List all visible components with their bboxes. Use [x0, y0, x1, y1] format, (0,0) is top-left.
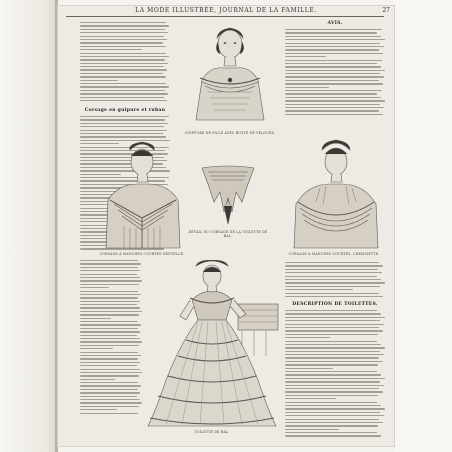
- right-bust-engraving: [290, 138, 382, 250]
- text-line: [285, 46, 384, 47]
- text-line: [285, 361, 383, 362]
- text-line: [285, 279, 381, 280]
- text-line: [80, 66, 164, 67]
- text-line: [285, 276, 377, 277]
- caption-collar: DÉTAIL DU CORSAGE DE LA TOILETTE DE BAL.: [188, 230, 268, 238]
- text-line: [80, 97, 164, 98]
- text-line: [80, 396, 137, 397]
- text-line: [285, 378, 385, 379]
- text-line: [80, 93, 168, 94]
- heading-corsage: Corsage en guipure et ruban: [84, 108, 166, 113]
- caption-right-bust: CORSAGE À MANCHES COURTES, CHEMISETTE.: [288, 252, 380, 256]
- text-line: [285, 93, 377, 94]
- running-title: LA MODE ILLUSTRÉE, JOURNAL DE LA FAMILLE.: [135, 7, 317, 14]
- text-line: [285, 317, 385, 318]
- text-line: [80, 277, 140, 278]
- text-line: [285, 80, 379, 81]
- text-line: [285, 87, 329, 88]
- text-line: [80, 372, 142, 373]
- caption-left-bust: CORSAGE À MANCHES COURTES DENTELLE.: [99, 252, 185, 256]
- text-line: [80, 331, 140, 332]
- text-line: [80, 352, 138, 353]
- text-line: [80, 83, 166, 84]
- text-line: [80, 348, 113, 349]
- text-column-right-bottom: [285, 310, 385, 439]
- text-line: [80, 297, 138, 298]
- text-line: [80, 314, 139, 315]
- text-line: [80, 304, 137, 305]
- text-line: [80, 369, 140, 370]
- text-line: [80, 385, 141, 386]
- caption-coiffure: COIFFURE DE FILLE AVEC BUSTE DE VELOURS.: [184, 131, 276, 135]
- text-line: [80, 116, 169, 117]
- text-line: [80, 53, 166, 54]
- text-line: [285, 381, 380, 382]
- text-line: [285, 97, 381, 98]
- text-line: [285, 90, 382, 91]
- text-line: [80, 263, 141, 264]
- text-line: [285, 354, 384, 355]
- text-line: [285, 337, 330, 338]
- text-line: [80, 29, 165, 30]
- text-line: [80, 345, 139, 346]
- text-line: [80, 32, 168, 33]
- text-line: [285, 36, 381, 37]
- text-line: [285, 76, 384, 77]
- book-spine: [0, 0, 58, 452]
- text-column-left-top: [80, 22, 170, 103]
- text-line: [80, 42, 163, 43]
- text-line: [80, 100, 167, 101]
- page-number: 27: [382, 7, 390, 14]
- ball-gown-engraving: [142, 260, 282, 428]
- text-line: [285, 419, 379, 420]
- text-line: [80, 402, 142, 403]
- text-line: [285, 435, 381, 436]
- portrait-engraving: [180, 20, 280, 130]
- text-line: [285, 351, 380, 352]
- text-line: [285, 107, 384, 108]
- text-line: [285, 395, 378, 396]
- text-line: [80, 36, 164, 37]
- text-line: [285, 385, 384, 386]
- text-line: [80, 80, 118, 81]
- text-line: [80, 375, 139, 376]
- text-line: [80, 123, 168, 124]
- text-line: [285, 293, 379, 294]
- caption-gown: TOILETTE DE BAL.: [194, 430, 230, 434]
- text-line: [80, 39, 167, 40]
- heading-description: DESCRIPTION DE TOILETTES.: [292, 302, 378, 307]
- text-line: [285, 422, 383, 423]
- text-line: [285, 341, 377, 342]
- text-line: [285, 269, 378, 270]
- text-line: [80, 59, 165, 60]
- text-line: [285, 49, 379, 50]
- text-line: [80, 409, 117, 410]
- text-line: [80, 56, 169, 57]
- text-line: [285, 262, 379, 263]
- text-line: [285, 296, 383, 297]
- text-line: [80, 321, 138, 322]
- text-line: [80, 25, 169, 26]
- text-line: [285, 286, 380, 287]
- text-line: [80, 291, 138, 292]
- text-line: [285, 63, 377, 64]
- text-line: [80, 130, 167, 131]
- text-line: [80, 338, 140, 339]
- text-line: [80, 392, 140, 393]
- text-line: [80, 389, 138, 390]
- text-line: [285, 330, 383, 331]
- text-line: [80, 365, 137, 366]
- text-column-right-top: [285, 29, 385, 117]
- text-line: [285, 368, 333, 369]
- text-line: [285, 425, 378, 426]
- text-line: [80, 382, 138, 383]
- text-line: [285, 415, 384, 416]
- text-line: [80, 358, 138, 359]
- text-line: [285, 265, 383, 266]
- text-line: [80, 399, 140, 400]
- text-line: [285, 371, 377, 372]
- text-line: [80, 341, 142, 342]
- text-line: [285, 289, 353, 290]
- text-line: [285, 110, 379, 111]
- text-line: [80, 76, 166, 77]
- text-line: [285, 66, 381, 67]
- text-line: [80, 133, 163, 134]
- text-line: [285, 53, 383, 54]
- text-line: [285, 313, 381, 314]
- text-line: [285, 320, 380, 321]
- text-line: [285, 405, 381, 406]
- text-line: [80, 270, 140, 271]
- text-line: [80, 126, 164, 127]
- text-line: [80, 22, 166, 23]
- left-bust-engraving: [100, 140, 185, 250]
- text-line: [285, 327, 379, 328]
- text-line: [80, 307, 140, 308]
- text-line: [285, 39, 385, 40]
- text-line: [285, 357, 379, 358]
- text-column-left-bottom: [80, 260, 142, 416]
- text-line: [80, 260, 138, 261]
- text-line: [80, 318, 111, 319]
- text-line: [80, 280, 142, 281]
- text-line: [285, 104, 380, 105]
- text-line: [285, 32, 377, 33]
- text-line: [80, 49, 142, 50]
- text-line: [285, 398, 336, 399]
- text-line: [285, 374, 381, 375]
- text-line: [80, 335, 137, 336]
- text-line: [80, 136, 166, 137]
- text-line: [80, 287, 109, 288]
- text-line: [80, 284, 139, 285]
- text-line: [80, 46, 166, 47]
- text-line: [285, 324, 384, 325]
- scan-margin: [394, 0, 452, 452]
- text-line: [285, 347, 385, 348]
- text-line: [80, 301, 140, 302]
- text-line: [285, 272, 382, 273]
- text-line: [285, 344, 381, 345]
- text-line: [285, 282, 385, 283]
- text-line: [80, 406, 139, 407]
- text-line: [285, 310, 377, 311]
- text-line: [80, 69, 167, 70]
- collar-detail-engraving: [198, 162, 258, 228]
- text-line: [80, 90, 165, 91]
- text-line: [80, 324, 141, 325]
- text-line: [80, 73, 163, 74]
- text-line: [285, 29, 382, 30]
- text-line: [285, 408, 385, 409]
- text-line: [285, 391, 383, 392]
- text-line: [285, 73, 380, 74]
- text-line: [80, 413, 138, 414]
- text-line: [80, 274, 137, 275]
- text-line: [285, 334, 378, 335]
- heading-avis: AVIS.: [327, 21, 343, 26]
- text-line: [285, 388, 379, 389]
- text-line: [285, 402, 377, 403]
- text-line: [285, 56, 326, 57]
- text-line: [285, 60, 382, 61]
- text-line: [285, 432, 377, 433]
- text-column-right-mid: [285, 262, 385, 299]
- text-line: [80, 294, 141, 295]
- text-line: [285, 412, 380, 413]
- text-line: [285, 114, 383, 115]
- text-line: [80, 379, 115, 380]
- text-line: [80, 362, 140, 363]
- text-line: [285, 83, 383, 84]
- text-line: [285, 70, 385, 71]
- text-line: [80, 63, 168, 64]
- text-line: [285, 43, 380, 44]
- text-line: [80, 328, 138, 329]
- text-line: [80, 311, 142, 312]
- text-line: [285, 100, 385, 101]
- header-rule: [66, 16, 384, 17]
- text-line: [80, 267, 138, 268]
- text-line: [80, 355, 141, 356]
- text-line: [285, 364, 378, 365]
- text-line: [285, 429, 339, 430]
- text-line: [80, 119, 165, 120]
- text-line: [80, 86, 169, 87]
